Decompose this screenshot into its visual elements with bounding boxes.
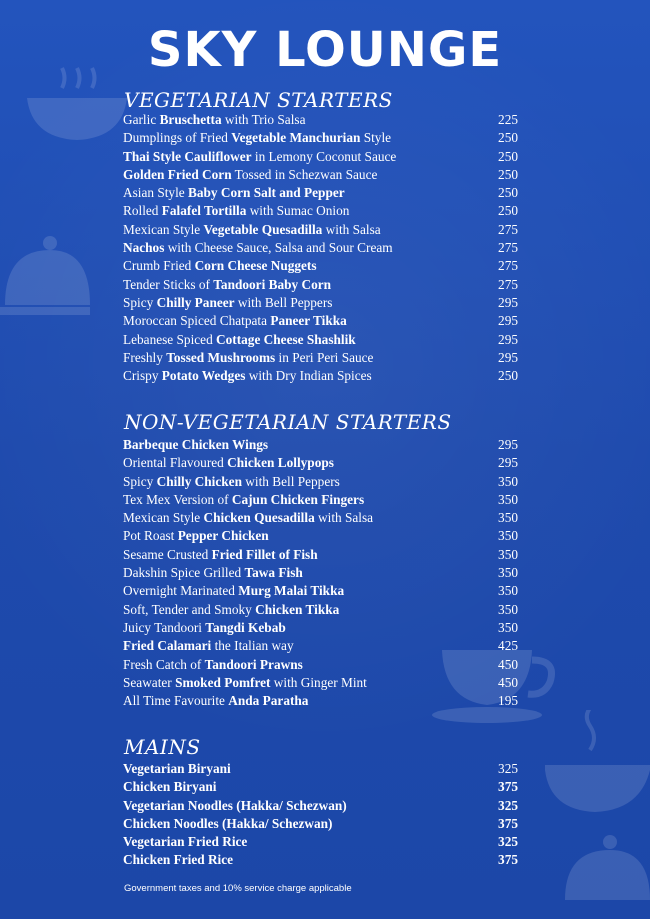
menu-item <box>123 638 518 656</box>
menu-item-text: in Peri Peri Sauce <box>275 349 374 365</box>
menu-item-text: Rolled <box>123 203 162 219</box>
menu-item <box>123 277 518 295</box>
menu-item-name <box>123 368 372 384</box>
menu-item-text: Overnight Marinated <box>123 583 239 599</box>
menu-item-name <box>123 240 393 256</box>
menu-item-price: 450 <box>498 674 518 690</box>
menu-item-price: 295 <box>498 294 518 310</box>
menu-item-name <box>123 565 303 581</box>
menu-item-name <box>123 528 269 544</box>
menu-item <box>123 620 518 638</box>
menu-item-text: Oriental Flavoured <box>123 455 228 471</box>
menu-item-name <box>123 620 286 636</box>
menu-item-text: Juicy Tandoori <box>123 619 206 635</box>
menu-item <box>123 583 518 601</box>
menu-item-price: 325 <box>498 834 518 850</box>
menu-item-price: 275 <box>498 276 518 292</box>
cloche-icon <box>0 225 90 325</box>
menu-item-name <box>123 350 373 366</box>
menu-item-text: Mexican Style <box>123 221 204 237</box>
menu-item-highlight: Corn Cheese Nuggets <box>194 258 317 274</box>
menu-item-name <box>123 779 216 795</box>
menu-item-text: Tossed in Schezwan Sauce <box>231 166 378 182</box>
menu-item-text: Pot Roast <box>123 528 178 544</box>
menu-item-highlight: Tandoori Baby Corn <box>213 276 332 292</box>
menu-item-highlight: Potato Wedges <box>161 368 246 384</box>
section-heading-non-vegetarian-starters: NON-VEGETARIAN STARTERS <box>124 410 452 434</box>
menu-item <box>123 350 518 368</box>
menu-item <box>123 693 518 711</box>
menu-item <box>123 528 518 546</box>
menu-item-highlight: Chicken Lollypops <box>227 455 334 471</box>
restaurant-title: SKY LOUNGE <box>147 22 503 78</box>
menu-item-name <box>123 455 334 471</box>
non-vegetarian-starters-list <box>123 437 518 711</box>
menu-item-name <box>123 332 356 348</box>
menu-item-name <box>123 675 367 691</box>
menu-item-price: 295 <box>498 455 518 471</box>
menu-item-price: 325 <box>498 761 518 776</box>
menu-item-highlight: Chicken Tikka <box>255 601 340 617</box>
menu-item-text: with Bell Peppers <box>234 294 333 310</box>
menu-item <box>123 167 518 185</box>
menu-item-name <box>123 510 373 526</box>
menu-item-text: the Italian way <box>211 638 294 654</box>
menu-item-text: Crispy <box>123 368 162 384</box>
menu-item-price: 350 <box>498 528 518 544</box>
menu-item-highlight: Chilly Paneer <box>156 294 235 310</box>
menu-item-highlight: Tawa Fish <box>244 565 303 581</box>
menu-item-price: 350 <box>498 473 518 489</box>
menu-item-highlight: Cottage Cheese Shashlik <box>216 331 356 347</box>
menu-item-name <box>123 258 317 274</box>
menu-item-text: with Salsa <box>314 510 374 526</box>
menu-item <box>123 565 518 583</box>
menu-item-text: Garlic <box>123 112 160 127</box>
menu-item <box>123 779 518 797</box>
mains-list <box>123 761 518 871</box>
menu-item-text: Spicy <box>123 294 157 310</box>
menu-item <box>123 834 518 852</box>
menu-item-price: 295 <box>498 437 518 452</box>
menu-item-highlight: Falafel Tortilla <box>161 203 247 219</box>
menu-item-text: Dumplings of Fried <box>123 130 232 146</box>
menu-item <box>123 455 518 473</box>
menu-item-text: Sesame Crusted <box>123 546 212 562</box>
menu-item-name <box>123 112 305 128</box>
menu-item-text: Fresh Catch of <box>123 656 205 672</box>
menu-item-name <box>123 474 340 490</box>
footer-note: Government taxes and 10% service charge applicable <box>124 883 352 894</box>
vegetarian-starters-list <box>123 112 518 386</box>
menu-item-highlight: Murg Malai Tikka <box>238 583 345 599</box>
menu-item-name <box>123 149 396 165</box>
menu-item-text: Spicy <box>123 473 157 489</box>
menu-item-highlight: Chicken Fried Rice <box>123 852 234 868</box>
menu-item <box>123 547 518 565</box>
menu-item <box>123 313 518 331</box>
menu-item-name <box>123 583 344 599</box>
menu-item-name <box>123 222 381 238</box>
menu-item-text: Mexican Style <box>123 510 204 526</box>
menu-item-price: 350 <box>498 510 518 526</box>
menu-item <box>123 130 518 148</box>
menu-item-highlight: Bruschetta <box>159 112 222 127</box>
menu-item-price: 275 <box>498 240 518 256</box>
menu-item-name <box>123 130 391 146</box>
menu-item-text: with Sumac Onion <box>246 203 350 219</box>
menu-item <box>123 657 518 675</box>
menu-item-text: Moroccan Spiced Chatpata <box>123 313 271 329</box>
menu-item-highlight: Golden Fried Corn <box>123 166 232 182</box>
menu-item-text: Seawater <box>123 674 176 690</box>
menu-item-price: 295 <box>498 313 518 329</box>
menu-item-text: Freshly <box>123 349 167 365</box>
menu-item-highlight: Vegetable Manchurian <box>231 130 361 146</box>
menu-item-highlight: Fried Fillet of Fish <box>211 546 318 562</box>
menu-item-price: 295 <box>498 349 518 365</box>
menu-item-text: with Dry Indian Spices <box>245 368 372 384</box>
cloche-icon <box>560 820 650 919</box>
menu-item-highlight: Nachos <box>123 240 165 256</box>
menu-item-highlight: Chicken Noodles (Hakka/ Schezwan) <box>123 815 333 831</box>
menu-item <box>123 492 518 510</box>
menu-item-highlight: Chicken Quesadilla <box>203 510 315 526</box>
menu-item-name <box>123 638 294 654</box>
menu-item-price: 425 <box>498 638 518 654</box>
menu-item-name <box>123 437 268 453</box>
menu-item-text: Lebanese Spiced <box>123 331 217 347</box>
menu-item-text: Crumb Fried <box>123 258 195 274</box>
menu-item-text: Tex Mex Version of <box>123 491 232 507</box>
menu-item-name <box>123 834 247 850</box>
menu-item-price: 375 <box>498 852 518 868</box>
menu-item-highlight: Cajun Chicken Fingers <box>231 491 365 507</box>
menu-item-price: 250 <box>498 185 518 201</box>
menu-item-highlight: Vegetarian Biryani <box>123 761 231 776</box>
menu-item-name <box>123 203 349 219</box>
menu-item-price: 450 <box>498 656 518 672</box>
menu-item-name <box>123 295 332 311</box>
menu-item-price: 350 <box>498 565 518 581</box>
menu-item-name <box>123 657 303 673</box>
menu-item-text: Asian Style <box>123 185 189 201</box>
menu-item-name <box>123 693 308 709</box>
menu-item-name <box>123 761 231 777</box>
menu-item-highlight: Chicken Biryani <box>123 779 217 795</box>
menu-item-price: 250 <box>498 166 518 182</box>
menu-item <box>123 149 518 167</box>
menu-item-highlight: Anda Paratha <box>228 693 309 709</box>
menu-item-highlight: Vegetarian Noodles (Hakka/ Schezwan) <box>123 797 347 813</box>
menu-item-text: with Cheese Sauce, Salsa and Sour Cream <box>164 240 393 256</box>
menu-item-name <box>123 492 364 508</box>
menu-item-price: 350 <box>498 583 518 599</box>
menu-item-highlight: Baby Corn Salt and Pepper <box>188 185 345 201</box>
menu-item-text: All Time Favourite <box>123 693 229 709</box>
menu-item-price: 295 <box>498 331 518 347</box>
menu-item-text: with Bell Peppers <box>241 473 340 489</box>
menu-item-price: 225 <box>498 112 518 127</box>
menu-item-text: in Lemony Coconut Sauce <box>251 148 397 164</box>
menu-item-text: Dakshin Spice Grilled <box>123 565 245 581</box>
menu-item-highlight: Fried Calamari <box>123 638 212 654</box>
menu-item <box>123 474 518 492</box>
menu-item <box>123 295 518 313</box>
menu-item-highlight: Chilly Chicken <box>156 473 242 489</box>
menu-item <box>123 816 518 834</box>
menu-item-highlight: Tangdi Kebab <box>205 619 286 635</box>
section-heading-mains: MAINS <box>124 735 201 759</box>
menu-item <box>123 510 518 528</box>
menu-item-text: with Salsa <box>322 221 381 237</box>
menu-item-name <box>123 602 339 618</box>
menu-item-price: 350 <box>498 619 518 635</box>
menu-item-price: 350 <box>498 546 518 562</box>
menu-item-highlight: Tossed Mushrooms <box>166 349 276 365</box>
menu-item-text: Tender Sticks of <box>123 276 214 292</box>
menu-item-text: Style <box>360 130 392 146</box>
menu-item-price: 250 <box>498 148 518 164</box>
menu-item-price: 195 <box>498 693 518 709</box>
menu-item <box>123 203 518 221</box>
menu-item <box>123 112 518 130</box>
menu-item-name <box>123 313 347 329</box>
menu-item-price: 250 <box>498 130 518 146</box>
menu-item-price: 250 <box>498 368 518 384</box>
menu-item <box>123 332 518 350</box>
menu-item-highlight: Vegetarian Fried Rice <box>123 834 248 850</box>
menu-item-highlight: Paneer Tikka <box>270 313 347 329</box>
menu-item <box>123 852 518 870</box>
menu-item-name <box>123 816 332 832</box>
menu-item-highlight: Smoked Pomfret <box>175 674 271 690</box>
menu-item-name <box>123 277 331 293</box>
menu-item-price: 275 <box>498 221 518 237</box>
menu-item-text: with Trio Salsa <box>221 112 306 127</box>
menu-item-price: 375 <box>498 779 518 795</box>
menu-item <box>123 761 518 779</box>
menu-item <box>123 602 518 620</box>
menu-item-name <box>123 185 345 201</box>
menu-item <box>123 798 518 816</box>
menu-item-text: with Ginger Mint <box>270 674 367 690</box>
menu-item-highlight: Barbeque Chicken Wings <box>123 437 269 452</box>
section-heading-vegetarian-starters: VEGETARIAN STARTERS <box>124 88 393 112</box>
menu-item <box>123 675 518 693</box>
menu-item-price: 325 <box>498 797 518 813</box>
menu-item-name <box>123 167 377 183</box>
menu-item <box>123 368 518 386</box>
menu-item <box>123 185 518 203</box>
menu-item-text: Soft, Tender and Smoky <box>123 601 256 617</box>
menu-item-price: 250 <box>498 203 518 219</box>
menu-item-name <box>123 547 318 563</box>
bowl-icon <box>540 710 650 820</box>
menu-item-highlight: Tandoori Prawns <box>204 656 303 672</box>
menu-item <box>123 240 518 258</box>
menu-item-price: 275 <box>498 258 518 274</box>
menu-item-price: 375 <box>498 815 518 831</box>
menu-item-name <box>123 852 233 868</box>
menu-item-highlight: Pepper Chicken <box>177 528 269 544</box>
menu-item <box>123 258 518 276</box>
menu-item-highlight: Vegetable Quesadilla <box>203 221 323 237</box>
menu-item <box>123 222 518 240</box>
menu-item-name <box>123 798 347 814</box>
menu-item-price: 350 <box>498 491 518 507</box>
menu-item-highlight: Thai Style Cauliflower <box>123 148 252 164</box>
menu-item-price: 350 <box>498 601 518 617</box>
menu-item <box>123 437 518 455</box>
